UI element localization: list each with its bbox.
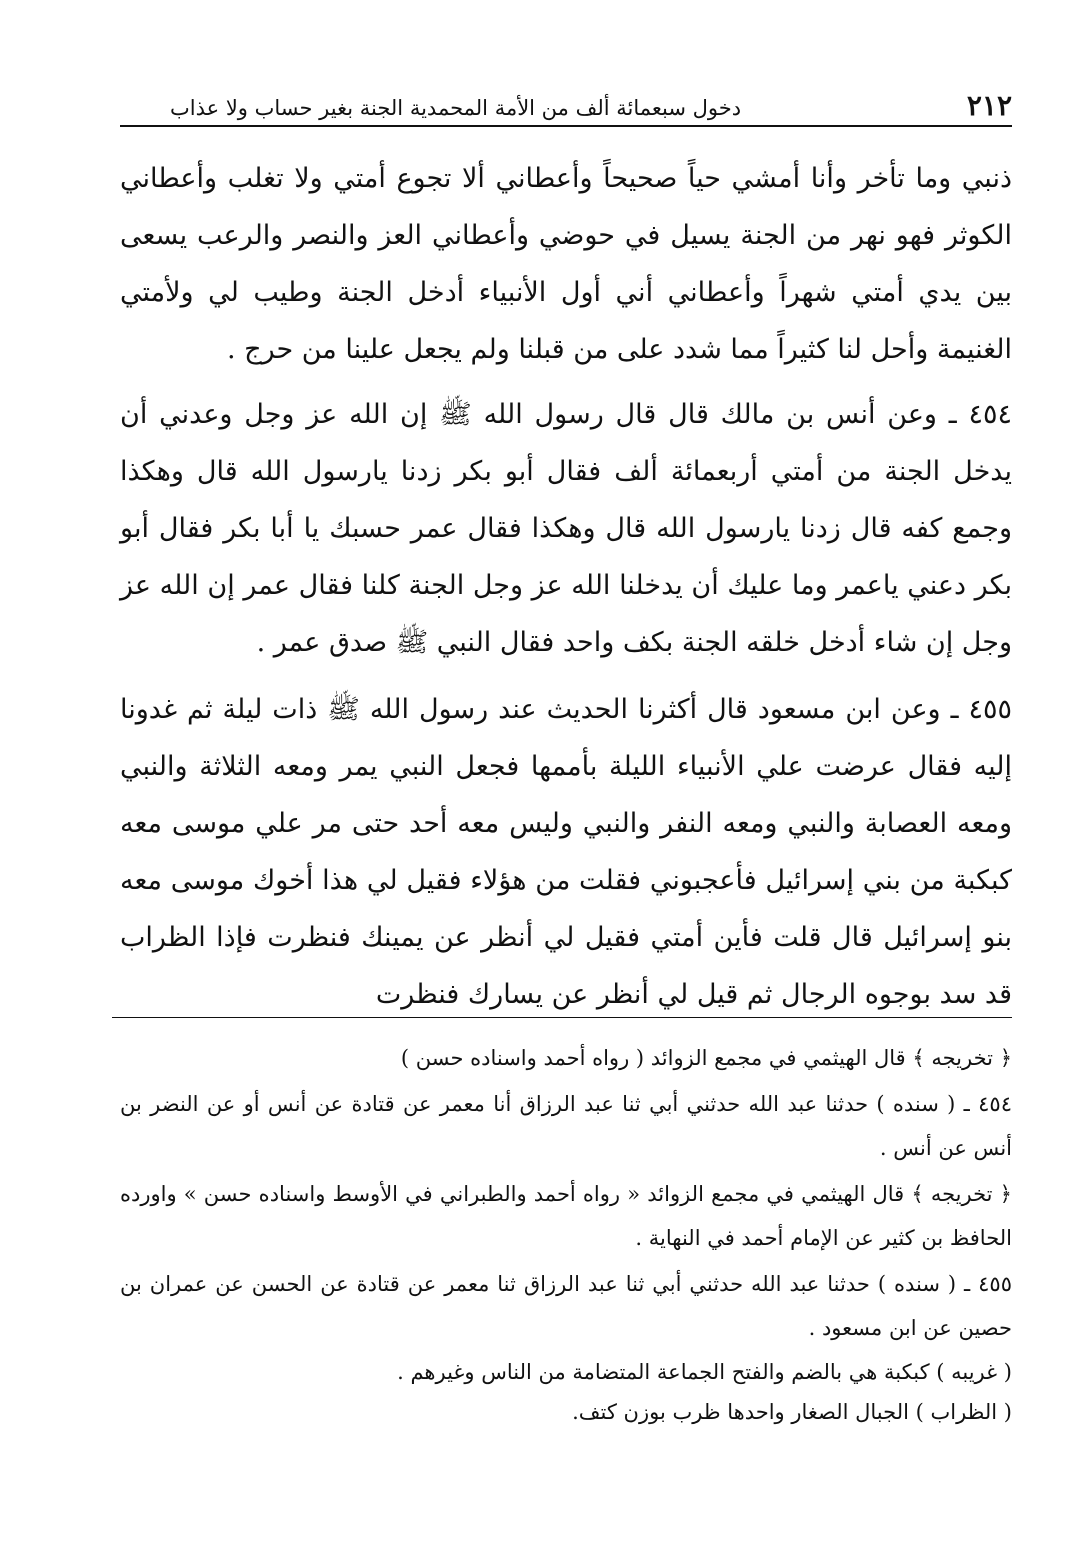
footnote-sanad-455: ٤٥٥ ـ ( سنده ) حدثنا عبد الله حدثني أبي ثنا عبد الرزاق ثنا معمر عن قتادة عن الحسن عن عمران بن حصين عن ابن مسعود .	[120, 1272, 1012, 1340]
hadith-455: ٤٥٥ ـ وعن ابن مسعود قال أكثرنا الحديث عند رسول الله ﷺ ذات ليلة ثم غدونا إليه فقال عرضت علي الأنبياء الليلة بأممها فجعل النبي يمر ومعه الثلاثة والنبي ومعه العصابة والنبي ومعه النفر والنبي وليس معه أحد حتى مر علي موسى معه كبكبة من بني إسرائيل فأعجبوني فقلت من هؤلاء فقيل لي هذا أخوك موسى معه بنو إسرائيل قال قلت فأين أمتي فقيل لي أنظر عن يمينك فنظرت فإذا الظراب قد سد بوجوه الرجال ثم قيل لي أنظر عن يسارك فنظرت	[120, 694, 1012, 1010]
hadith-454: ٤٥٤ ـ وعن أنس بن مالك قال قال رسول الله ﷺ إن الله عز وجل وعدني أن يدخل الجنة من أمتي أربعمائة ألف فقال أبو بكر زدنا يارسول الله قال وهكذا وجمع كفه قال زدنا يارسول الله قال وهكذا فقال عمر حسبك يا أبا بكر فقال أبو بكر دعني ياعمر وما عليك أن يدخلنا الله عز وجل الجنة كلنا فقال عمر إن الله عز وجل إن شاء أدخل خلقه الجنة بكف واحد فقال النبي ﷺ صدق عمر .	[120, 399, 1012, 658]
footnote-takhrij-453: ﴿ تخريجه ﴾ قال الهيثمي في مجمع الزوائد ( رواه أحمد واسناده حسن )	[400, 1046, 1012, 1070]
running-title: دخول سبعمائة ألف من الأمة المحمدية الجنة بغير حساب ولا عذاب	[170, 96, 742, 120]
page-header	[120, 78, 1012, 122]
footnote-sanad-454: ٤٥٤ ـ ( سنده ) حدثنا عبد الله حدثني أبي ثنا عبد الرزاق أنا معمر عن قتادة عن أنس أو عن النضر بن أنس عن أنس .	[120, 1092, 1012, 1160]
page-number: ٢١٢	[966, 89, 1012, 122]
gloss-kabkaba: ( غريبه ) كبكبة هي بالضم والفتح الجماعة المتضامة من الناس وغيرهم .	[397, 1360, 1012, 1384]
gloss-zirab: ( الظراب ) الجبال الصغار واحدها ظرب بوزن كتف.	[572, 1400, 1012, 1424]
footnote-rule	[112, 1017, 1012, 1018]
footnotes	[120, 1036, 1012, 1432]
header-rule	[120, 125, 1012, 127]
glossary	[362, 1352, 1012, 1432]
paragraph-continuation: ذنبي وما تأخر وأنا أمشي حياً صحيحاً وأعطاني ألا تجوع أمتي ولا تغلب وأعطاني الكوثر فهو نهر من الجنة يسيل في حوضي وأعطاني العز والنصر والرعب يسعى بين يدي أمتي شهراً وأعطاني أني أول الأنبياء أدخل الجنة وطيب لي ولأمتي الغنيمة وأحل لنا كثيراً مما شدد على من قبلنا ولم يجعل علينا من حرج .	[120, 163, 1012, 365]
footnote-takhrij-454: ﴿ تخريجه ﴾ قال الهيثمي في مجمع الزوائد « رواه أحمد والطبراني في الأوسط واسناده حسن » واورده الحافظ بن كثير عن الإمام أحمد في النهاية .	[120, 1182, 1012, 1250]
main-text	[120, 150, 1012, 1031]
